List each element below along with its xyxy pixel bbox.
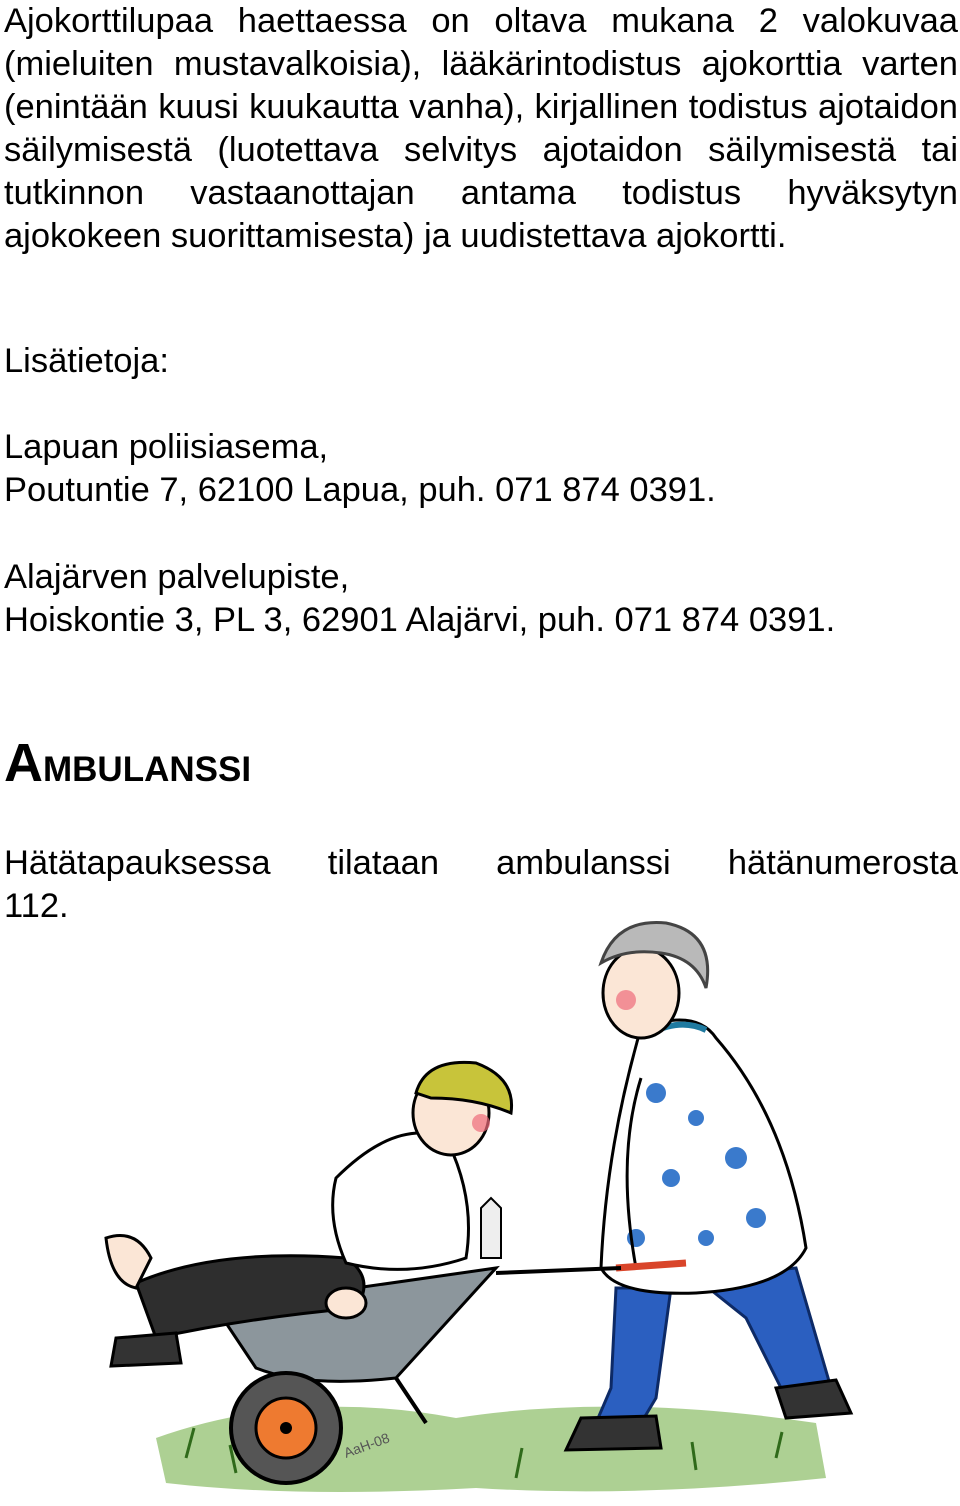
ambulance-text-line1: Hätätapauksessa tilataan ambulanssi hätänumerosta (4, 844, 958, 882)
ambulance-heading (4, 728, 251, 809)
woman-figure (566, 923, 851, 1451)
service-point-address: Hoiskontie 3, PL 3, 62901 Alajärvi, puh. 071 874 0391. (4, 601, 836, 639)
intro-paragraph: Ajokorttilupaa haettaessa on oltava mukana 2 valokuvaa (mieluiten mustavalkoisia), lääkärintodistus ajokorttia varten (enintään kuusi kuukautta vanha), kirjallinen todistus ajotaidon säilymisestä (luotettava selvitys ajotaidon säilymisestä tai tutkinnon vastaanottajan antama todistus hyväksytyn ajokokeen suorittamisesta) ja uudistettava ajokortti. (4, 2, 958, 255)
ambulance-heading-rest: MBULANSSI (43, 750, 252, 789)
artist-signature: AaH-08 (341, 1429, 392, 1461)
ambulance-text-line2: 112. (4, 887, 69, 925)
ambulance-heading-initial: A (4, 733, 43, 793)
police-station-address: Poutuntie 7, 62100 Lapua, puh. 071 874 0391. (4, 471, 716, 509)
police-station-name: Lapuan poliisiasema, (4, 428, 329, 466)
info-label: Lisätietoja: (4, 342, 169, 380)
wheelbarrow-illustration (96, 918, 856, 1498)
service-point-name: Alajärven palvelupiste, (4, 558, 350, 596)
